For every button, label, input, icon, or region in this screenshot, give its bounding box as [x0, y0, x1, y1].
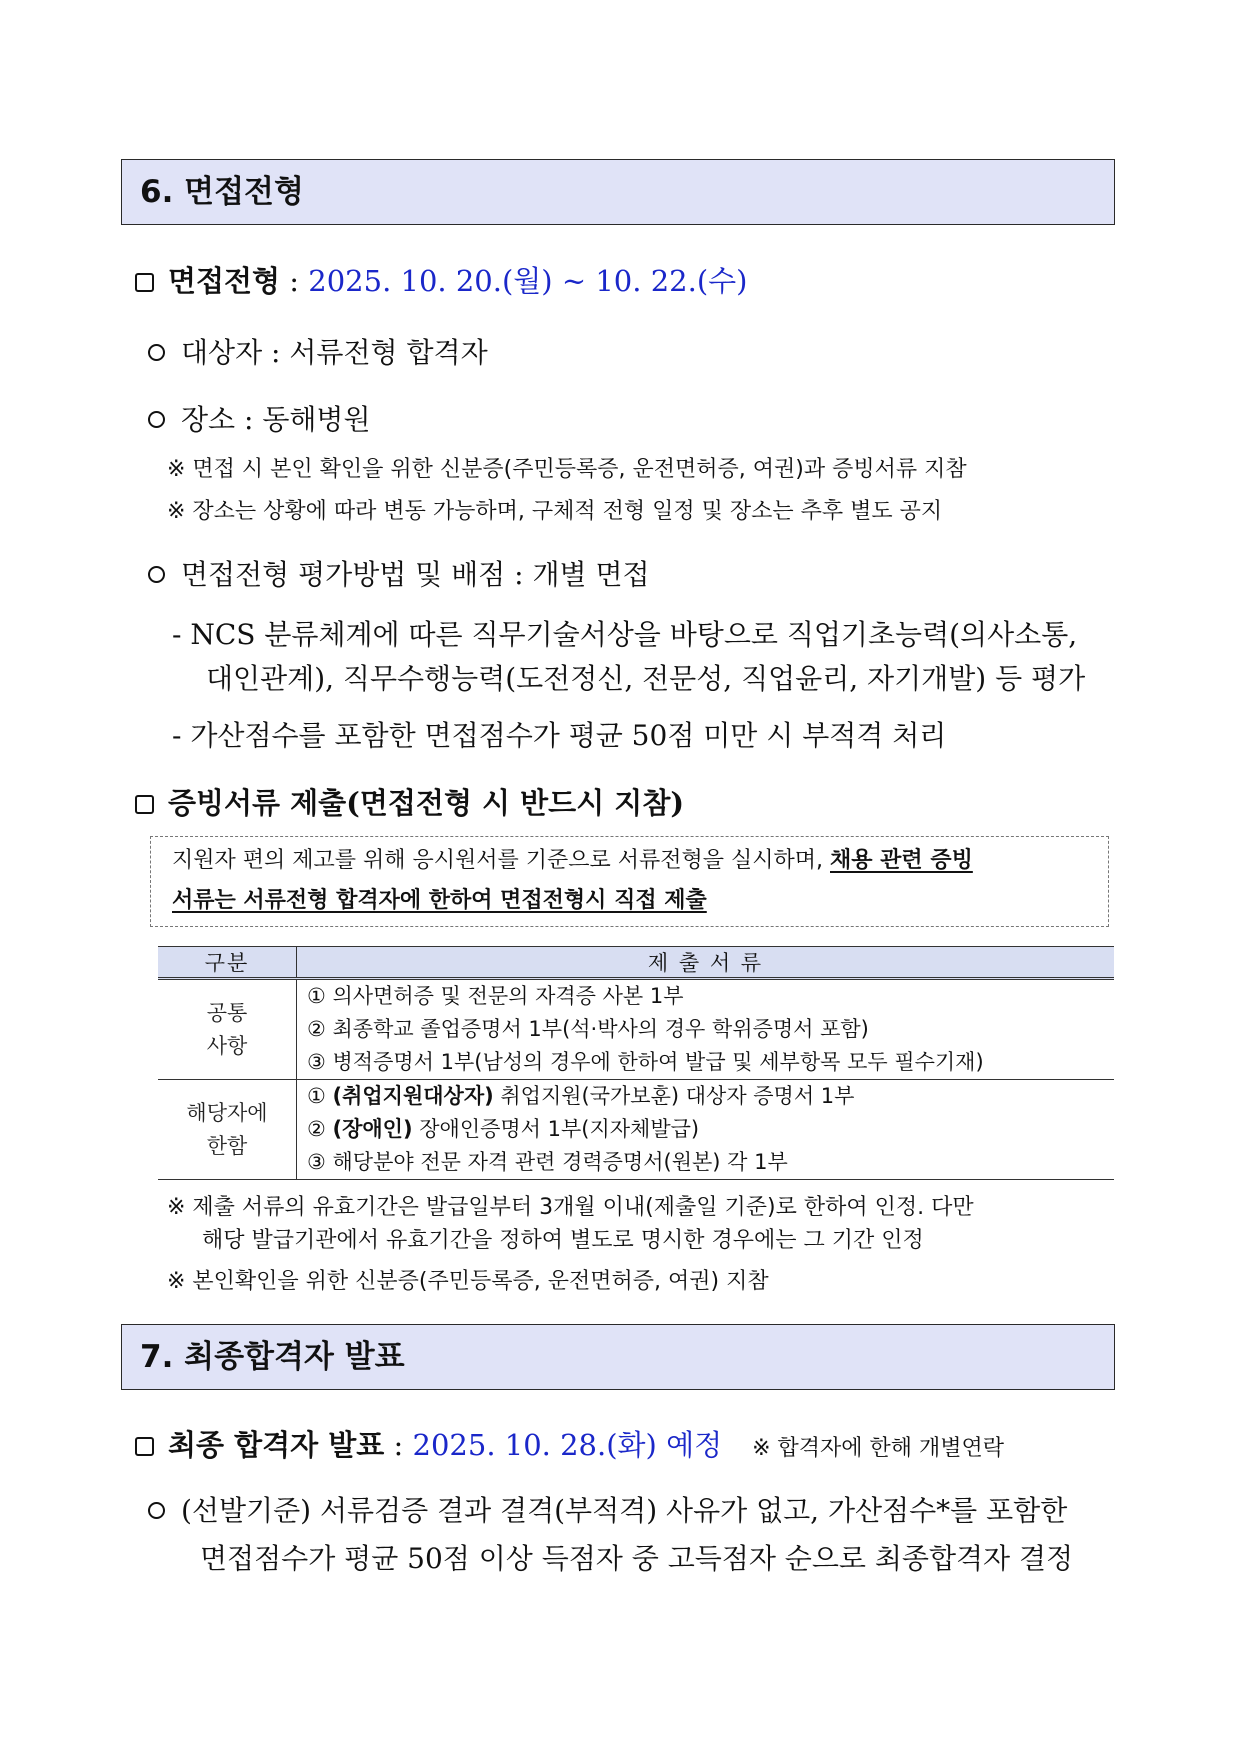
section-7-title: 7. 최종합격자 발표 — [140, 1339, 405, 1375]
criteria-line-cont: 면접점수가 평균 50점 이상 득점자 중 고득점자 순으로 최종합격자 결정 — [200, 1542, 1074, 1575]
doc-item: ② (장애인) 장애인증명서 1부(지자체발급) — [307, 1117, 700, 1141]
circle-bullet-icon — [148, 566, 165, 583]
interview-label: 면접전형 — [168, 264, 281, 298]
table-row — [158, 979, 1114, 1080]
interview-date: 2025. 10. 20.(월) ~ 10. 22.(수) — [308, 264, 748, 298]
section-7-header — [121, 1324, 1115, 1390]
target-line: 대상자 : 서류전형 합격자 — [148, 331, 488, 371]
table-header-docs: 제 출 서 류 — [297, 947, 1115, 979]
circle-bullet-icon — [148, 1502, 165, 1519]
doc-item: ③ 해당분야 전문 자격 관련 경력증명서(원본) 각 1부 — [307, 1150, 788, 1174]
announce-note: ※ 합격자에 한해 개별연락 — [752, 1436, 1005, 1461]
doc-item: ② 최종학교 졸업증명서 1부(석·박사의 경우 학위증명서 포함) — [307, 1017, 869, 1041]
checkbox-square-icon — [135, 273, 154, 292]
doc-item: ① (취업지원대상자) 취업지원(국가보훈) 대상자 증명서 1부 — [307, 1084, 855, 1108]
note-id-check: ※ 본인확인을 위한 신분증(주민등록증, 운전면허증, 여권) 지참 — [167, 1269, 769, 1294]
circle-bullet-icon — [148, 411, 165, 428]
announce-line: 최종 합격자 발표 : 2025. 10. 28.(화) 예정 ※ 합격자에 한해 개별연락 — [135, 1423, 1004, 1464]
doc-item: ③ 병적증명서 1부(남성의 경우에 한하여 발급 및 세부항목 모두 필수기재) — [307, 1050, 984, 1074]
table-header-category: 구분 — [158, 947, 297, 979]
checkbox-square-icon — [135, 1437, 154, 1456]
method-line: 면접전형 평가방법 및 배점 : 개별 면접 — [148, 553, 650, 593]
category-common: 공통 사항 — [158, 979, 297, 1080]
section-6-title: 6. 면접전형 — [140, 174, 304, 210]
table-row — [158, 1080, 1114, 1180]
circle-bullet-icon — [148, 344, 165, 361]
docs-heading: 증빙서류 제출(면접전형 시 반드시 지참) — [135, 781, 684, 822]
doc-item: ① 의사면허증 및 전문의 자격증 사본 1부 — [307, 984, 684, 1008]
checkbox-square-icon — [135, 795, 154, 814]
note-validity-cont: 해당 발급기관에서 유효기간을 정하여 별도로 명시한 경우에는 그 기간 인정 — [202, 1228, 924, 1253]
method-item-2: - 가산점수를 포함한 면접점수가 평균 50점 미만 시 부적격 처리 — [172, 719, 947, 752]
note-id-card: ※ 면접 시 본인 확인을 위한 신분증(주민등록증, 운전면허증, 여권)과 증빙서류 지참 — [167, 457, 967, 482]
interview-period: 면접전형 : 2025. 10. 20.(월) ~ 10. 22.(수) — [135, 259, 747, 300]
docs-notice-box: 지원자 편의 제고를 위해 응시원서를 기준으로 서류전형을 실시하며, 채용 관련 증빙 서류는 서류전형 합격자에 한하여 면접전형시 직접 제출 — [150, 836, 1109, 927]
method-item-1-cont: 대인관계), 직무수행능력(도전정신, 전문성, 직업윤리, 자기개발) 등 평가 — [206, 662, 1086, 695]
note-place-change: ※ 장소는 상황에 따라 변동 가능하며, 구체적 전형 일정 및 장소는 추후 별도 공지 — [167, 499, 943, 524]
note-validity: ※ 제출 서류의 유효기간은 발급일부터 3개월 이내(제출일 기준)로 한하여 인정. 다만 — [167, 1195, 974, 1220]
docs-table — [158, 946, 1114, 1180]
criteria-line: (선발기준) 서류검증 결과 결격(부적격) 사유가 없고, 가산점수*를 포함한 — [148, 1489, 1067, 1529]
section-6-header — [121, 159, 1115, 225]
announce-date: 2025. 10. 28.(화) 예정 — [412, 1428, 723, 1462]
place-line: 장소 : 동해병원 — [148, 398, 371, 438]
category-applicable: 해당자에 한함 — [158, 1080, 297, 1180]
method-item-1: - NCS 분류체계에 따른 직무기술서상을 바탕으로 직업기초능력(의사소통, — [172, 618, 1078, 651]
